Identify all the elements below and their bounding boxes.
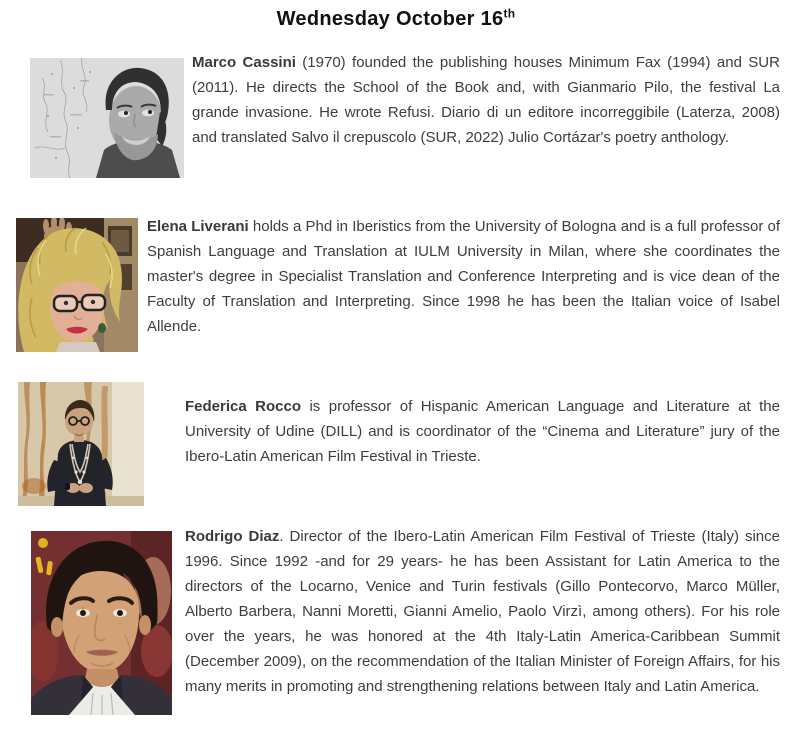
speaker-bio-text: (1970) founded the publishing houses Minimum Fax (1994) and SUR (2011). He directs the School of the Book and, with Gianmario Pilo, the festival La grande invasione. He wrote Refusi. Diario di un editore incorreggibile (Laterza, 2008) and translated Salvo il crepuscolo (SUR, 2022) Julio Cortázar's poetry anthology. <box>192 54 780 146</box>
portrait-illustration <box>31 531 172 715</box>
page-title-ordinal-suffix: th <box>503 6 516 21</box>
speaker-name: Federica Rocco <box>185 398 301 415</box>
photo-marco-cassini <box>30 58 184 178</box>
speaker-bio-text: holds a Phd in Iberistics from the University of Bologna and is a full professor of Spanish Language and Translation at IULM University in Milan, where she coordinates the master's degree in Specialist Translation and Conference Interpreting and is vice dean of the Faculty of Translation and Interpreting. Since 1998 he has been the Italian voice of Isabel Allende. <box>147 218 781 335</box>
speaker-bio-elena-liverani <box>147 214 780 339</box>
portrait-illustration <box>30 58 184 178</box>
page-title-text: Wednesday October 16 <box>276 8 504 30</box>
page-title <box>0 8 792 31</box>
photo-elena-liverani <box>16 218 138 352</box>
speaker-name: Rodrigo Diaz <box>185 528 280 545</box>
portrait-illustration <box>16 218 138 352</box>
speaker-bio-rodrigo-diaz <box>185 524 780 699</box>
photo-federica-rocco <box>18 382 144 506</box>
speaker-bio-text: . Director of the Ibero-Latin American Film Festival of Trieste (Italy) since 1996. Since 1992 -and for 29 years- he has been Assistant for Latin America to the directors of the Locarno, Venice and Turin festivals (Gillo Pontecorvo, Marco Müller, Alberto Barbera, Nanni Moretti, Gianni Amelio, Paolo Virzì, among others). For his role over the years, he was honored at the 4th Italy-Latin America-Caribbean Summit (December 2009), on the recommendation of the Italian Minister of Foreign Affairs, for his many merits in promoting and strengthening relations between Italy and Latin America. <box>185 528 780 695</box>
photo-rodrigo-diaz <box>31 531 172 715</box>
speaker-bio-text: is professor of Hispanic American Language and Literature at the University of Udine (DILL) and is coordinator of the “Cinema and Literature” jury of the Ibero-Latin American Film Festival in Trieste. <box>185 398 780 465</box>
speaker-name: Elena Liverani <box>147 218 249 235</box>
speaker-name: Marco Cassini <box>192 54 296 71</box>
portrait-illustration <box>18 382 144 506</box>
speaker-bio-federica-rocco <box>185 394 780 469</box>
speaker-bio-marco-cassini <box>192 50 780 150</box>
